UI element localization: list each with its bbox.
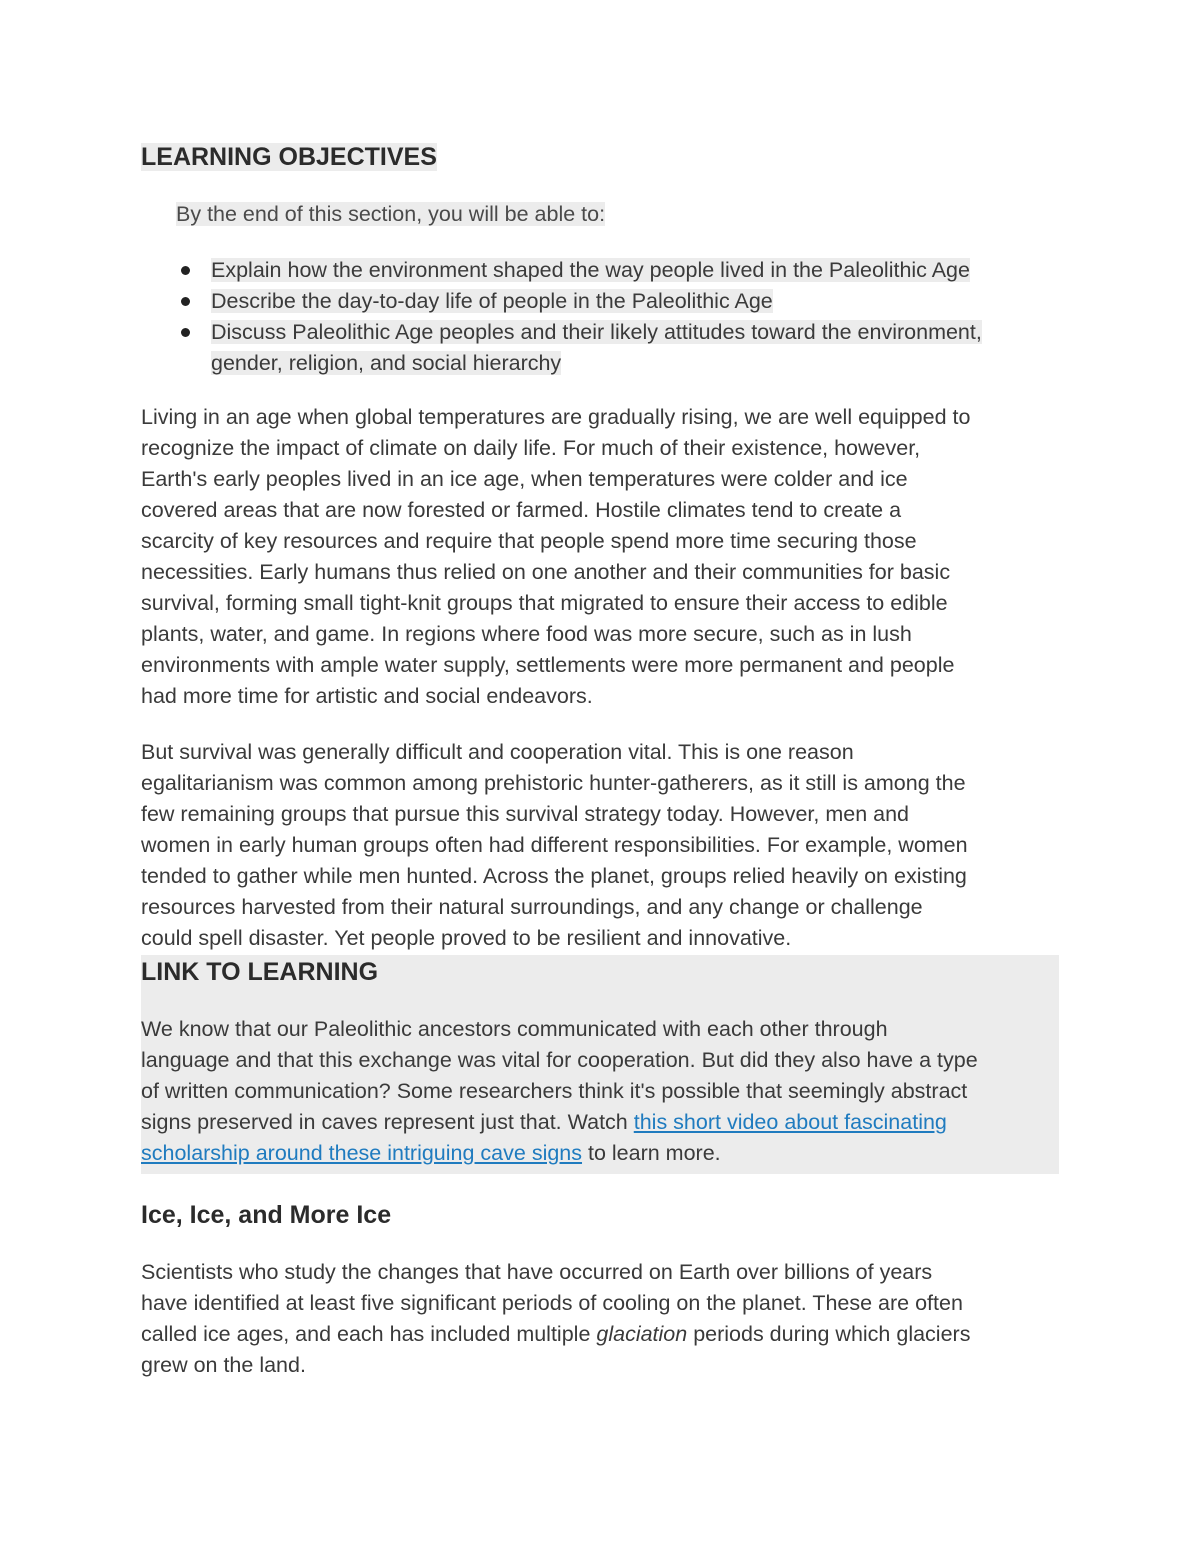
paragraph-line: periods during which glaciers <box>687 1322 971 1346</box>
bullet-icon <box>181 266 190 275</box>
paragraph-line: survival, forming small tight-knit groups that migrated to ensure their access to edible <box>141 591 948 615</box>
paragraph-line: We know that our Paleolithic ancestors communicated with each other through <box>141 1017 888 1041</box>
paragraph-line: tended to gather while men hunted. Across the planet, groups relied heavily on existing <box>141 864 967 888</box>
glaciation-term: glaciation <box>596 1322 688 1346</box>
paragraph-line: necessities. Early humans thus relied on one another and their communities for basic <box>141 560 951 584</box>
paragraph-line: have identified at least five significant periods of cooling on the planet. These are often <box>141 1291 963 1315</box>
section-paragraph <box>141 1257 1059 1381</box>
body-paragraph-2 <box>141 737 1059 954</box>
paragraph-line: scarcity of key resources and require that people spend more time securing those <box>141 529 917 553</box>
paragraph-line: resources harvested from their natural surroundings, and any change or challenge <box>141 895 923 919</box>
link-to-learning-heading: LINK TO LEARNING <box>141 958 379 986</box>
list-item-text-continued: gender, religion, and social hierarchy <box>211 351 562 375</box>
cave-signs-video-link[interactable]: this short video about fascinating <box>633 1110 947 1134</box>
list-item-text: Explain how the environment shaped the way people lived in the Paleolithic Age <box>211 258 970 282</box>
paragraph-line: plants, water, and game. In regions where food was more secure, such as in lush <box>141 622 912 646</box>
link-to-learning-paragraph <box>141 1014 1059 1169</box>
paragraph-line: could spell disaster. Yet people proved to be resilient and innovative. <box>141 926 792 950</box>
paragraph-line: to learn more. <box>582 1141 721 1165</box>
list-item <box>141 255 1059 286</box>
paragraph-line: egalitarianism was common among prehistoric hunter-gatherers, as it still is among the <box>141 771 966 795</box>
paragraph-line: Earth's early peoples lived in an ice age, when temperatures were colder and ice <box>141 467 908 491</box>
paragraph-line: But survival was generally difficult and cooperation vital. This is one reason <box>141 740 854 764</box>
learning-objectives-heading-text: LEARNING OBJECTIVES <box>141 143 437 171</box>
paragraph-line: covered areas that are now forested or farmed. Hostile climates tend to create a <box>141 498 902 522</box>
bullet-icon <box>181 297 190 306</box>
paragraph-line: few remaining groups that pursue this survival strategy today. However, men and <box>141 802 910 826</box>
paragraph-line: women in early human groups often had different responsibilities. For example, women <box>141 833 968 857</box>
bullet-icon <box>181 328 190 337</box>
paragraph-line: recognize the impact of climate on daily life. For much of their existence, however, <box>141 436 921 460</box>
learning-objectives-intro-text: By the end of this section, you will be able to: <box>176 202 606 226</box>
learning-objectives-intro <box>176 199 605 230</box>
list-item <box>141 317 1059 379</box>
paragraph-line: of written communication? Some researchers think it's possible that seemingly abstract <box>141 1079 968 1103</box>
cave-signs-video-link-continued[interactable]: scholarship around these intriguing cave signs <box>141 1141 583 1165</box>
paragraph-line: language and that this exchange was vital for cooperation. But did they also have a type <box>141 1048 978 1072</box>
list-item-text: Describe the day-to-day life of people in the Paleolithic Age <box>211 289 773 313</box>
list-item-text: Discuss Paleolithic Age peoples and their likely attitudes toward the environment, <box>211 320 982 344</box>
body-paragraph-1 <box>141 402 1059 712</box>
paragraph-line: grew on the land. <box>141 1353 306 1377</box>
paragraph-line: Scientists who study the changes that have occurred on Earth over billions of years <box>141 1260 933 1284</box>
learning-objectives-heading <box>141 141 437 174</box>
learning-objectives-list <box>141 255 1059 379</box>
paragraph-line: Living in an age when global temperatures are gradually rising, we are well equipped to <box>141 405 971 429</box>
section-heading: Ice, Ice, and More Ice <box>141 1201 392 1229</box>
link-to-learning-box <box>141 955 1059 1174</box>
paragraph-line: called ice ages, and each has included multiple <box>141 1322 597 1346</box>
paragraph-line: signs preserved in caves represent just that. Watch <box>141 1110 634 1134</box>
paragraph-line: had more time for artistic and social endeavors. <box>141 684 593 708</box>
list-item <box>141 286 1059 317</box>
paragraph-line: environments with ample water supply, settlements were more permanent and people <box>141 653 955 677</box>
